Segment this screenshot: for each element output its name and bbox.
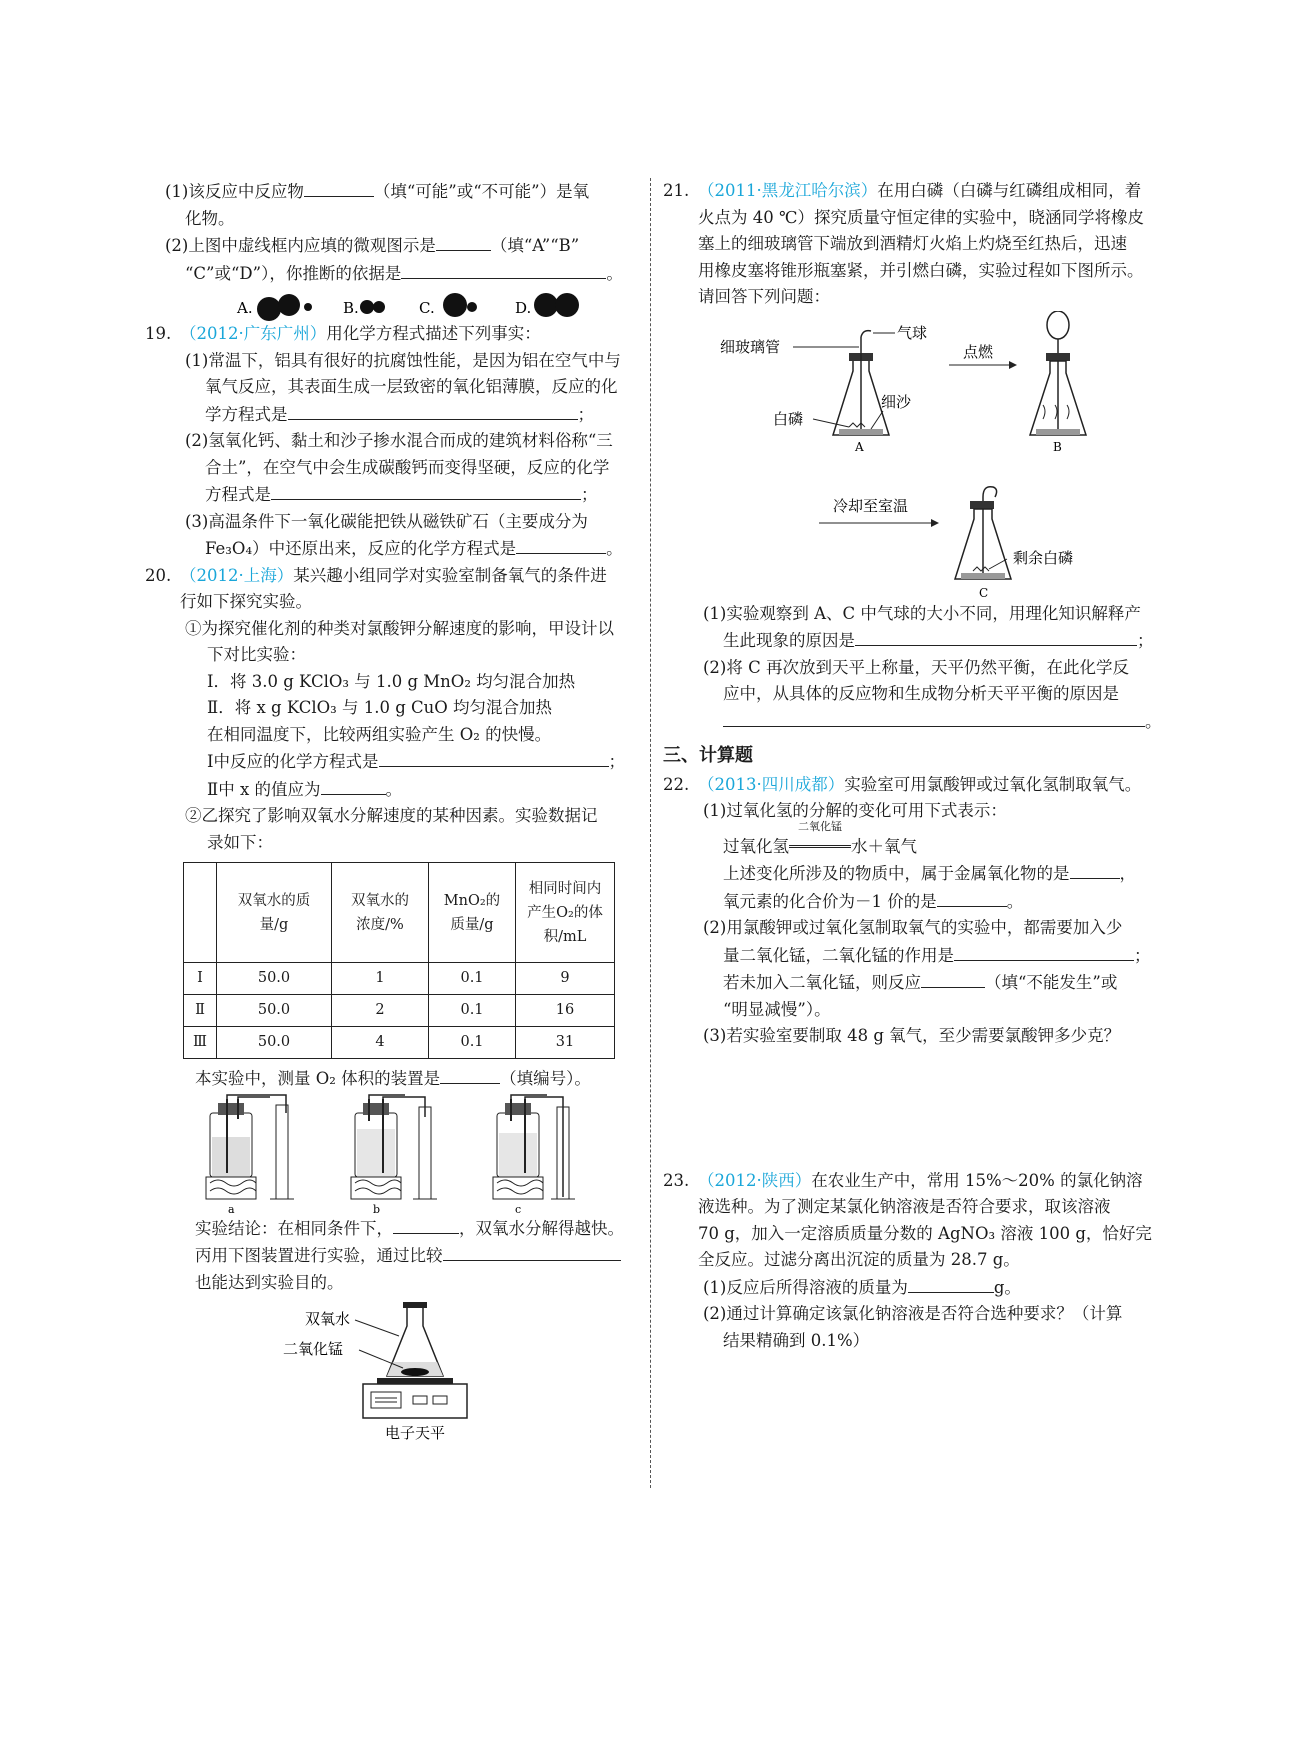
mno2-label: 二氧化锰	[283, 1340, 344, 1358]
table-header: MnO₂的质量/g	[429, 863, 516, 963]
q21-l5: 请回答下列问题：	[698, 287, 830, 306]
q20-source: （2012·上海）	[180, 565, 294, 585]
q23-source: （2012·陕西）	[698, 1170, 812, 1190]
eq-condition: 二氧化锰	[798, 819, 842, 833]
table-cell: Ⅲ	[184, 1027, 217, 1059]
q21-s2a: (2)将 C 再次放到天平上称量，天平仍然平衡，在此化学反	[703, 657, 1129, 677]
option-b-label: B.	[343, 299, 359, 317]
table-cell: 0.1	[429, 995, 516, 1027]
experiment-table	[183, 862, 615, 1059]
ignite-arrow	[949, 343, 1017, 369]
q21-s2b: 应中，从具体的反应物和生成物分析天平平衡的原因是	[723, 684, 1119, 703]
apparatus-abc-figure	[145, 1093, 635, 1215]
q22-s2b: 量二氧化锰，二氧化锰的作用是 ；	[663, 942, 1163, 970]
flask-b-label: B	[1053, 439, 1062, 454]
q20-e1: Ⅰ．将 3.0 g KClO₃ 与 1.0 g MnO₂ 均匀混合加热	[207, 671, 576, 691]
q19-source: （2012·广东广州）	[180, 324, 327, 343]
q20-c1a: ①为探究催化剂的种类对氯酸钾分解速度的影响，甲设计以	[185, 618, 614, 638]
table-cell: Ⅰ	[184, 963, 217, 995]
right-column	[663, 178, 1163, 1354]
answer-space	[663, 1050, 1163, 1168]
q23-l1: 23. （2012·陕西）在农业生产中，常用 15%～20% 的氯化钠溶	[663, 1170, 1143, 1190]
phosphorus-flask-figure	[663, 311, 1163, 601]
q20-e3: 在相同温度下，比较两组实验产生 O₂ 的快慢。	[207, 724, 552, 744]
apparatus-a-label: a	[228, 1202, 235, 1215]
remain-label: 剩余白磷	[1013, 548, 1074, 567]
section-title: 三、计算题	[663, 745, 753, 766]
q22-s3: (3)若实验室要制取 48 g 氧气，至少需要氯酸钾多少克？	[703, 1026, 1121, 1045]
electronic-balance-figure	[145, 1296, 635, 1456]
molecule-options-figure	[145, 287, 635, 321]
q18-options	[145, 287, 635, 321]
q22-s1c: 氧元素的化合价为－1 价的是 。	[663, 888, 1163, 916]
apparatus-b-label: b	[373, 1202, 381, 1215]
q20-bing: 丙用下图装置进行实验，通过比较	[145, 1242, 635, 1270]
flask-c	[955, 486, 1073, 599]
q19-s3b: Fe₃O₄）中还原出来，反应的化学方程式是 。	[145, 535, 635, 563]
h2o2-label: 双氧水	[305, 1310, 351, 1328]
q22-s1: (1)过氧化氢的分解的变化可用下式表示：	[703, 801, 1007, 820]
apparatus-b	[351, 1095, 437, 1215]
table-row	[184, 963, 615, 995]
flask-a-label: A	[855, 439, 864, 454]
table-cell: 31	[516, 1027, 615, 1059]
table-header-row	[184, 863, 615, 963]
q21-l3: 塞上的细玻璃管下端放到酒精灯火焰上灼烧至红热后，迅速	[698, 234, 1127, 253]
balance-figure	[145, 1296, 635, 1456]
sand-label: 细沙	[881, 392, 912, 411]
q21-source: （2011·黑龙江哈尔滨）	[698, 181, 878, 200]
q21-l1: 21. （2011·黑龙江哈尔滨）在用白磷（白磷与红磷组成相同，着	[663, 181, 1142, 200]
q20-c1b: 下对比实验：	[207, 645, 306, 664]
q21-s2c: 。	[663, 708, 1163, 736]
gas-collection-apparatus	[145, 1093, 635, 1215]
q22-s2a: (2)用氯酸钾或过氧化氢制取氧气的实验中，都需要加入少	[703, 918, 1123, 937]
q23-s1: (1)反应后所得溶液的质量为 g。	[663, 1274, 1163, 1302]
table-header: 双氧水的浓度/%	[332, 863, 429, 963]
table-cell: 2	[332, 995, 429, 1027]
apparatus-a	[206, 1095, 294, 1215]
q22-s1b: 上述变化所涉及的物质中，属于金属氧化物的是 ，	[663, 860, 1163, 888]
tube-label: 细玻璃管	[720, 337, 781, 356]
table-cell: 9	[516, 963, 615, 995]
flask-a	[720, 324, 927, 454]
q19-s2b: 合土”，在空气中会生成碳酸钙而变得坚硬，反应的化学	[205, 457, 610, 477]
q21-s1a: (1)实验观察到 A、C 中气球的大小不同，用理化知识解释产	[703, 603, 1141, 623]
q21-l4: 用橡皮塞将锥形瓶塞紧，并引燃白磷，实验过程如下图所示。	[698, 260, 1144, 280]
table-header: 双氧水的质量/g	[217, 863, 332, 963]
q20-e2: Ⅱ．将 x g KClO₃ 与 1.0 g CuO 均匀混合加热	[207, 698, 553, 717]
q18-part2-cont: “C”或“D”），你推断的依据是 。	[145, 260, 635, 288]
balance-label: 电子天平	[385, 1424, 446, 1442]
table-row	[184, 995, 615, 1027]
q20-e4: Ⅰ中反应的化学方程式是 ；	[145, 748, 635, 776]
q21-s1b: 生此现象的原因是 ；	[663, 627, 1163, 655]
table-cell: 1	[332, 963, 429, 995]
cool-label: 冷却至室温	[833, 496, 909, 515]
q22-s2e: “明显减慢”）。	[723, 999, 831, 1019]
q23-l3: 70 g，加入一定溶质质量分数的 AgNO₃ 溶液 100 g，恰好完	[698, 1223, 1152, 1243]
q20-c2a: ②乙探究了影响双氧水分解速度的某种因素。实验数据记	[185, 806, 598, 825]
q19-s1a: (1)常温下，铝具有很好的抗腐蚀性能，是因为铝在空气中与	[185, 350, 621, 370]
q20-bing-b: 也能达到实验目的。	[195, 1272, 344, 1292]
q18-part2: (2)上图中虚线框内应填的微观图示是 （填“A”“B”	[145, 232, 635, 260]
q18-part1-cont: 化物。	[185, 208, 235, 228]
table-cell: 0.1	[429, 1027, 516, 1059]
table-header: 相同时间内产生O₂的体积/mL	[516, 863, 615, 963]
q20-stem2: 行如下探究实验。	[180, 592, 312, 611]
table-cell: 50.0	[217, 963, 332, 995]
q20-measure: 本实验中，测量 O₂ 体积的装置是 （填编号）。	[145, 1065, 635, 1093]
q20-stem: 20. （2012·上海）某兴趣小组同学对实验室制备氧气的条件进	[145, 565, 607, 585]
column-divider	[650, 178, 651, 1488]
option-c-label: C.	[419, 299, 435, 317]
q21-l2: 火点为 40 ℃）探究质量守恒定律的实验中，晓涵同学将橡皮	[698, 207, 1144, 227]
q18-part1: (1)该反应中反应物 （填“可能”或“不可能”）是氧	[145, 178, 635, 206]
q20-e5: Ⅱ中 x 的值应为 。	[145, 776, 635, 804]
q20-c2b: 录如下：	[207, 832, 273, 852]
phosphorus-label: 白磷	[773, 409, 804, 428]
table-cell: 50.0	[217, 995, 332, 1027]
q23-l2: 液选种。为了测定某氯化钠溶液是否符合要求，取该溶液	[698, 1197, 1111, 1216]
apparatus-c	[493, 1095, 575, 1215]
balloon-label: 气球	[897, 323, 928, 342]
q19-stem: 19. （2012·广东广州）用化学方程式描述下列事实：	[145, 324, 541, 343]
q23-s2b: 结果精确到 0.1%）	[723, 1330, 870, 1350]
q23-l4: 全反应。过滤分离出沉淀的质量为 28.7 g。	[698, 1250, 1020, 1269]
table-cell: Ⅱ	[184, 995, 217, 1027]
flask-b	[1030, 311, 1086, 454]
q22-source: （2013·四川成都）	[698, 774, 845, 794]
cool-arrow	[819, 497, 939, 527]
flask-c-label: C	[979, 585, 989, 600]
ignite-label: 点燃	[963, 342, 994, 361]
table-cell: 16	[516, 995, 615, 1027]
table-cell: 0.1	[429, 963, 516, 995]
q19-s2c: 方程式是 ；	[145, 481, 635, 509]
table-cell: 4	[332, 1027, 429, 1059]
q23-s2a: (2)通过计算确定该氯化钠溶液是否符合选种要求？（计算	[703, 1304, 1123, 1323]
apparatus-c-label: c	[515, 1202, 522, 1215]
option-d-label: D.	[515, 299, 532, 317]
q19-s1c: 学方程式是 ；	[145, 401, 635, 429]
option-a-label: A.	[237, 299, 253, 317]
phosphorus-experiment-figure	[663, 311, 1163, 601]
q22-equation: 过氧化氢 二氧化锰 水＋氧气	[723, 819, 917, 856]
q22-stem: 22. （2013·四川成都）实验室可用氯酸钾或过氧化氢制取氧气。	[663, 774, 1142, 794]
q20-conclusion: 实验结论：在相同条件下， ，双氧水分解得越快。	[145, 1215, 635, 1243]
left-column	[145, 178, 635, 1456]
table-header	[184, 863, 217, 963]
q19-s2a: (2)氢氧化钙、黏土和沙子掺水混合而成的建筑材料俗称“三	[185, 431, 613, 450]
q19-s1b: 氧气反应，其表面生成一层致密的氧化铝薄膜，反应的化	[205, 377, 618, 396]
table-row	[184, 1027, 615, 1059]
table-cell: 50.0	[217, 1027, 332, 1059]
q19-s3a: (3)高温条件下一氧化碳能把铁从磁铁矿石（主要成分为	[185, 511, 588, 531]
q22-s2c: 若未加入二氧化锰，则反应 （填“不能发生”或	[663, 969, 1163, 997]
